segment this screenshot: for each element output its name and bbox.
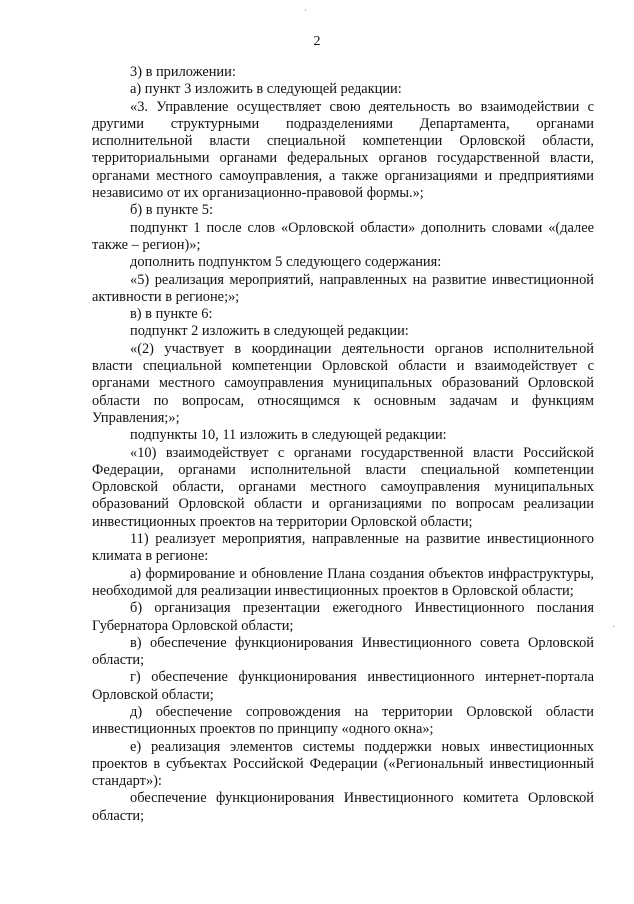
document-body: [92, 64, 594, 825]
paragraph-9: подпункт 2 изложить в следующей редакции:: [130, 323, 409, 340]
paragraph-7: «5) реализация мероприятий, направленных на развитие инвестиционной активности в регионе;»;: [92, 271, 594, 305]
page-number: 2: [313, 34, 321, 49]
scan-speck: ·: [304, 6, 307, 15]
paragraph-14: а) формирование и обновление Плана создания объектов инфраструктуры, необходимой для реализации инвестиционных проектов в Орловской области;: [92, 565, 594, 599]
paragraph-18: д) обеспечение сопровождения на территории Орловской области инвестиционных проектов по принципу «одного окна»;: [92, 703, 594, 738]
paragraph-4: б) в пункте 5:: [130, 202, 213, 219]
paragraph-20: обеспечение функционирования Инвестиционного комитета Орловской области;: [92, 790, 594, 824]
paragraph-17: г) обеспечение функционирования инвестиционного интернет-портала Орловской области;: [92, 669, 594, 703]
paragraph-11: подпункты 10, 11 изложить в следующей редакции:: [130, 427, 447, 444]
paragraph-16: в) обеспечение функционирования Инвестиционного совета Орловской области;: [92, 634, 594, 669]
paragraph-1: 3) в приложении:: [130, 64, 236, 80]
scan-mark: ·: [612, 622, 616, 633]
paragraph-3: «3. Управление осуществляет свою деятельность во взаимодействии с другими структурными подразделениями Департамента, органами исполнительной власти специальной компетенции Орловской области, территориальными органами федеральных органов государственной власти, органами местного самоуправления, а также организациями и предприятиями независимо от их организационно-правовой формы.»;: [92, 98, 594, 202]
paragraph-15: б) организация презентации ежегодного Инвестиционного послания Губернатора Орловской области;: [92, 600, 594, 634]
paragraph-13: 11) реализует мероприятия, направленные на развитие инвестиционного климата в регионе:: [92, 531, 594, 565]
paragraph-12: «10) взаимодействует с органами государственной власти Российской Федерации, органами исполнительной власти специальной компетенции Орловской области, органами местного самоуправления муниципальных образований Орловской области и организациями по вопросам реализации инвестиционных проектов на территории Орловской области;: [92, 444, 594, 530]
paragraph-6: дополнить подпунктом 5 следующего содержания:: [130, 254, 442, 271]
paragraph-19: е) реализация элементов системы поддержки новых инвестиционных проектов в субъектах Российской Федерации («Региональный инвестиционный стандарт»):: [92, 738, 594, 790]
paragraph-2: а) пункт 3 изложить в следующей редакции:: [130, 81, 402, 98]
paragraph-10: «(2) участвует в координации деятельности органов исполнительной власти специальной компетенции Орловской области и взаимодействует с органами местного самоуправления муниципальных образований Орловской области по вопросам, относящимся к основным задачам и функциям Управления;»;: [92, 340, 594, 426]
paragraph-8: в) в пункте 6:: [130, 306, 213, 323]
paragraph-5: подпункт 1 после слов «Орловской области» дополнить словами «(далее также – регион)»;: [92, 219, 594, 253]
